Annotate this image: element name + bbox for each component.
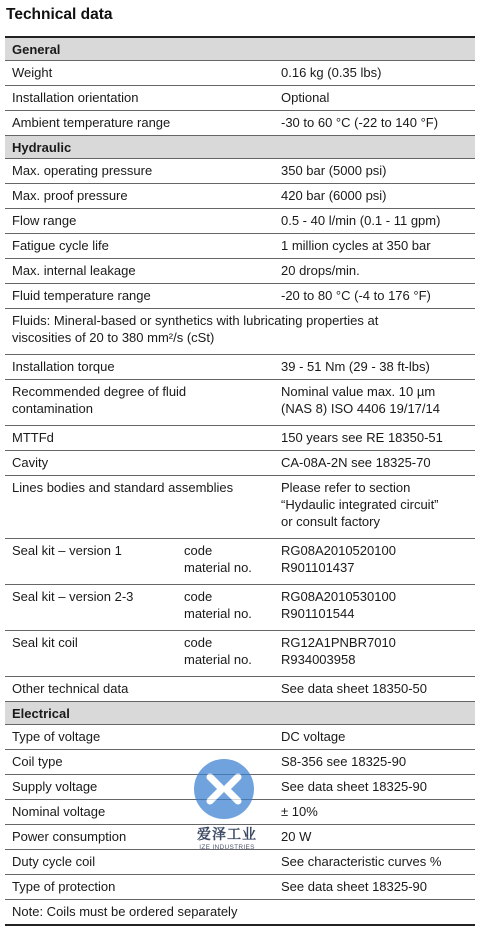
table-row: Type of protection See data sheet 18325-90 [5, 875, 475, 900]
fluids-note-row: Fluids: Mineral-based or synthetics with lubricating properties at viscosities of 20 to 380 mm²/s (cSt) [5, 309, 475, 355]
table-row: Other technical data See data sheet 18350-50 [5, 677, 475, 702]
table-row: MTTFd 150 years see RE 18350-51 [5, 426, 475, 451]
seal-kit-row: Seal kit coil code material no. RG12A1PNBR7010 R934003958 [5, 631, 475, 677]
table-row: Weight 0.16 kg (0.35 lbs) [5, 61, 475, 86]
watermark-en-text: IZE INDUSTRIES [199, 844, 255, 851]
table-row: Max. proof pressure 420 bar (6000 psi) [5, 184, 475, 209]
table-row: Fluid temperature range -20 to 80 °C (-4 to 176 °F) [5, 284, 475, 309]
table-row: Installation orientation Optional [5, 86, 475, 111]
watermark-logo-icon [192, 757, 256, 821]
table-row: Power consumption 20 W [5, 825, 475, 850]
table-row: Max. operating pressure 350 bar (5000 psi) [5, 159, 475, 184]
table-row: Duty cycle coil See characteristic curves % [5, 850, 475, 875]
seal-kit-row: Seal kit – version 1 code material no. RG08A2010520100 R901101437 [5, 539, 475, 585]
table-row: Recommended degree of fluid contamination Nominal value max. 10 µm (NAS 8) ISO 4406 19/17/14 [5, 380, 475, 426]
section-general: General [5, 38, 475, 61]
table-row: Cavity CA-08A-2N see 18325-70 [5, 451, 475, 476]
page-title: Technical data [6, 6, 113, 23]
table-row: Coil type S8-356 see 18325-90 [5, 750, 475, 775]
table-row: Fatigue cycle life 1 million cycles at 350 bar [5, 234, 475, 259]
table-row: Max. internal leakage 20 drops/min. [5, 259, 475, 284]
section-hydraulic: Hydraulic [5, 136, 475, 159]
table-row: Installation torque 39 - 51 Nm (29 - 38 ft-lbs) [5, 355, 475, 380]
table-row: Flow range 0.5 - 40 l/min (0.1 - 11 gpm) [5, 209, 475, 234]
seal-kit-row: Seal kit – version 2-3 code material no. RG08A2010530100 R901101544 [5, 585, 475, 631]
table-row: Nominal voltage ± 10% [5, 800, 475, 825]
table-row: Supply voltage See data sheet 18325-90 [5, 775, 475, 800]
table-row: Ambient temperature range -30 to 60 °C (-22 to 140 °F) [5, 111, 475, 136]
table-row: Lines bodies and standard assemblies Please refer to section “Hydaulic integrated circuit” or consult factory [5, 476, 475, 539]
table-row: Type of voltage DC voltage [5, 725, 475, 750]
watermark-cn-text: 爱泽工业 [197, 827, 257, 843]
footnote-row: Note: Coils must be ordered separately [5, 900, 475, 926]
section-electrical: Electrical [5, 702, 475, 725]
